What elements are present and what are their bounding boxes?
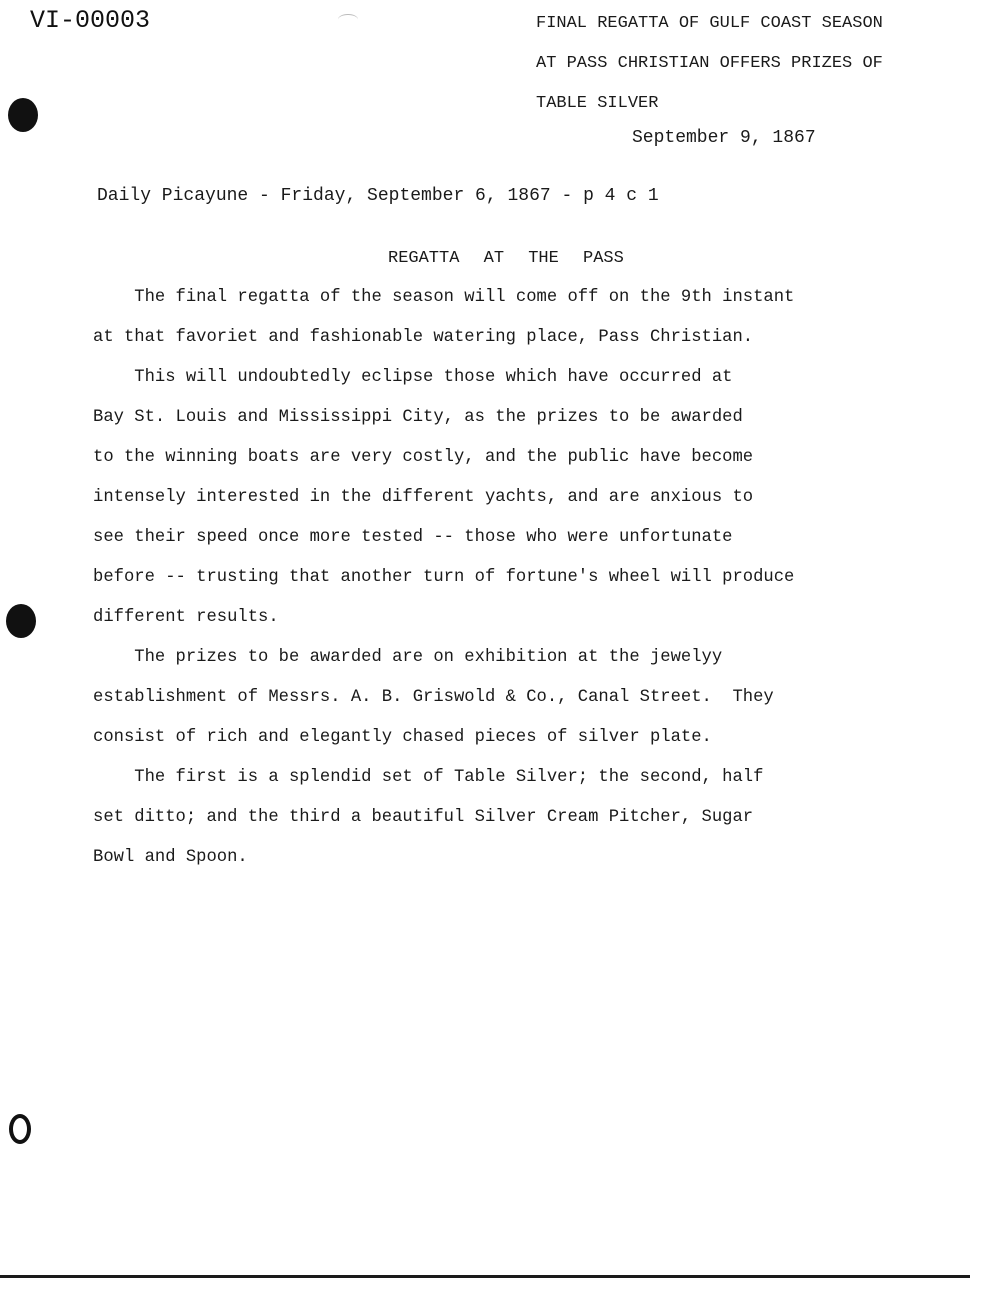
punch-hole-bottom [9, 1114, 31, 1144]
article-body [93, 287, 963, 887]
headline-line: TABLE SILVER [536, 94, 659, 113]
headline-line: AT PASS CHRISTIAN OFFERS PRIZES OF [536, 54, 883, 73]
page-smudge [338, 14, 358, 25]
body-line: The prizes to be awarded are on exhibition at the jewelyy [93, 648, 723, 667]
body-line: at that favoriet and fashionable watering place, Pass Christian. [93, 328, 754, 347]
document-date: September 9, 1867 [632, 128, 816, 148]
body-line: consist of rich and elegantly chased pieces of silver plate. [93, 728, 712, 747]
section-title: REGATTA AT THE PASS [388, 249, 624, 268]
body-line: see their speed once more tested -- those who were unfortunate [93, 528, 733, 547]
headline [536, 4, 883, 124]
body-line: This will undoubtedly eclipse those which have occurred at [93, 368, 733, 387]
punch-hole-top [8, 98, 38, 132]
punch-hole-middle [6, 604, 36, 638]
body-line: intensely interested in the different yachts, and are anxious to [93, 488, 754, 507]
body-line: Bowl and Spoon. [93, 848, 248, 867]
body-line: establishment of Messrs. A. B. Griswold & Co., Canal Street. They [93, 688, 774, 707]
headline-line: FINAL REGATTA OF GULF COAST SEASON [536, 14, 883, 33]
bottom-rule [0, 1275, 970, 1278]
body-line: The final regatta of the season will come off on the 9th instant [93, 288, 795, 307]
body-line: to the winning boats are very costly, and the public have become [93, 448, 754, 467]
body-line: The first is a splendid set of Table Silver; the second, half [93, 768, 764, 787]
body-line: set ditto; and the third a beautiful Silver Cream Pitcher, Sugar [93, 808, 754, 827]
body-line: different results. [93, 608, 279, 627]
source-citation: Daily Picayune - Friday, September 6, 1867 - p 4 c 1 [97, 186, 659, 206]
body-line: before -- trusting that another turn of fortune's wheel will produce [93, 568, 795, 587]
document-id: VI-00003 [30, 6, 151, 35]
body-line: Bay St. Louis and Mississippi City, as the prizes to be awarded [93, 408, 743, 427]
